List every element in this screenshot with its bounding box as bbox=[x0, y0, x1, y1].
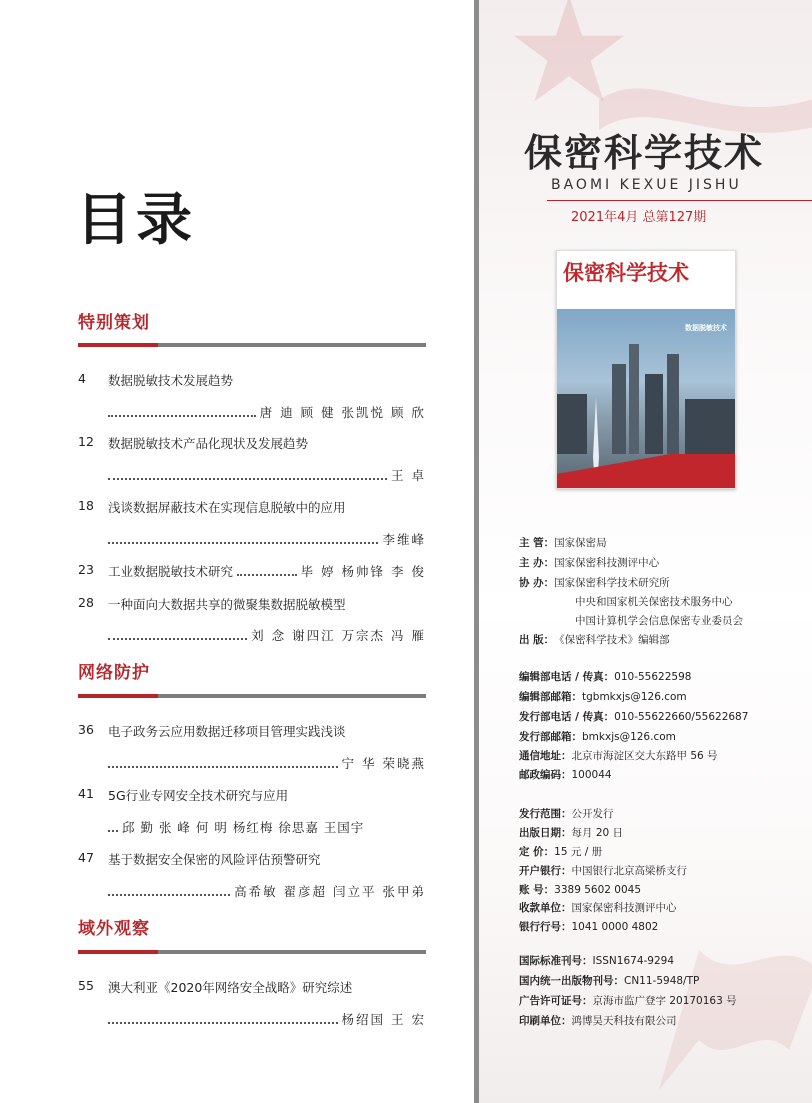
title-underline bbox=[547, 200, 812, 201]
leader-dots bbox=[237, 566, 297, 576]
cover-title: 保密科学技术 bbox=[563, 261, 689, 285]
entry-title: 工业数据脱敏技术研究 bbox=[108, 564, 234, 579]
entry-title: 数据脱敏技术发展趋势 bbox=[108, 373, 234, 388]
section-divider bbox=[78, 694, 426, 698]
info-line: 国际标准刊号：ISSN1674-9294 bbox=[519, 955, 675, 967]
entry-page: 36 bbox=[78, 722, 94, 737]
info-line: 出 版：《保密科学技术》编辑部 bbox=[519, 634, 670, 646]
building-shape bbox=[557, 394, 587, 454]
info-line: 发行范围：公开发行 bbox=[519, 808, 614, 820]
entry-authors: 毕 婷 杨帅锋 李 俊 bbox=[300, 564, 426, 579]
leader-dots bbox=[108, 470, 387, 480]
info-line: 收款单位：国家保密科技测评中心 bbox=[519, 902, 677, 914]
building-shape bbox=[645, 374, 663, 454]
section-divider bbox=[78, 950, 426, 954]
leader-dots bbox=[108, 822, 118, 832]
entry-authors-line bbox=[108, 882, 426, 900]
section-title: 域外观察 bbox=[78, 919, 150, 939]
entry-authors-line bbox=[108, 466, 426, 484]
entry-title: 电子政务云应用数据迁移项目管理实践浅谈 bbox=[108, 724, 346, 739]
info-line: 发行部邮箱：bmkxjs@126.com bbox=[519, 731, 676, 743]
entry-authors-line bbox=[108, 403, 426, 421]
info-line: 定 价：15 元 / 册 bbox=[519, 846, 603, 858]
info-line: 邮政编码：100044 bbox=[519, 769, 612, 781]
entry-page: 28 bbox=[78, 595, 94, 610]
section-title: 网络防护 bbox=[78, 663, 150, 683]
journal-title: 保密科学技术 bbox=[524, 131, 765, 175]
info-line: 中央和国家机关保密技术服务中心 bbox=[575, 596, 733, 608]
leader-dots bbox=[108, 630, 247, 640]
leader-dots bbox=[108, 534, 378, 544]
entry-authors: 刘 念 谢四江 万宗杰 冯 雁 bbox=[251, 628, 426, 643]
journal-pinyin: BAOMI KEXUE JISHU bbox=[551, 177, 742, 193]
entry-authors-line bbox=[108, 818, 426, 836]
info-line: 银行行号：1041 0000 4802 bbox=[519, 921, 659, 933]
entry-authors: 邱 勤 张 峰 何 明 杨红梅 徐思嘉 王国宇 bbox=[122, 820, 365, 835]
entry-page: 12 bbox=[78, 434, 94, 449]
entry-page: 23 bbox=[78, 562, 94, 577]
info-line: 协 办：国家保密科学技术研究所 bbox=[519, 577, 670, 589]
entry-page: 18 bbox=[78, 498, 94, 513]
entry-title: 浅谈数据屏蔽技术在实现信息脱敏中的应用 bbox=[108, 500, 346, 515]
entry-title: 一种面向大数据共享的微聚集数据脱敏模型 bbox=[108, 597, 346, 612]
info-line: 主 办：国家保密科技测评中心 bbox=[519, 557, 660, 569]
entry-authors-line bbox=[108, 626, 426, 644]
info-line: 出版日期：每月 20 日 bbox=[519, 827, 624, 839]
section-title: 特别策划 bbox=[78, 313, 150, 333]
info-line: 国内统一出版物刊号：CN11-5948/TP bbox=[519, 975, 700, 987]
info-line: 编辑部邮箱：tgbmkxjs@126.com bbox=[519, 691, 687, 703]
building-shape bbox=[629, 344, 639, 454]
info-line: 发行部电话 / 传真：010-55622660/55622687 bbox=[519, 711, 749, 723]
cover-caption: 数据脱敏技术 bbox=[685, 324, 727, 332]
journal-panel bbox=[479, 0, 812, 1103]
leader-dots bbox=[108, 1014, 338, 1024]
leader-dots bbox=[108, 886, 230, 896]
section-divider bbox=[78, 343, 426, 347]
entry-authors-line bbox=[108, 754, 426, 772]
info-line: 开户银行：中国银行北京高梁桥支行 bbox=[519, 865, 687, 877]
cover-thumbnail[interactable] bbox=[556, 250, 736, 489]
entry-page: 47 bbox=[78, 850, 94, 865]
entry-title: 澳大利亚《2020年网络安全战略》研究综述 bbox=[108, 980, 353, 995]
entry-page: 4 bbox=[78, 371, 86, 386]
info-line: 中国计算机学会信息保密专业委员会 bbox=[575, 615, 743, 627]
entry-authors: 唐 迪 顾 健 张凯悦 顾 欣 bbox=[259, 405, 426, 420]
info-line: 主 管：国家保密局 bbox=[519, 537, 607, 549]
info-line: 印刷单位：鸿博昊天科技有限公司 bbox=[519, 1015, 677, 1027]
entry-authors: 李维峰 bbox=[382, 532, 426, 547]
entry-page: 55 bbox=[78, 978, 94, 993]
entry-authors: 杨绍国 王 宏 bbox=[341, 1012, 426, 1027]
entry-authors: 高希敏 翟彦超 闫立平 张甲弟 bbox=[234, 884, 426, 899]
entry-inline bbox=[108, 562, 426, 580]
entry-authors: 王 卓 bbox=[391, 468, 426, 483]
building-shape bbox=[612, 364, 626, 454]
entry-authors-line bbox=[108, 1010, 426, 1028]
building-shape bbox=[685, 399, 735, 454]
info-line: 广告许可证号：京海市监广登字 20170163 号 bbox=[519, 995, 737, 1007]
entry-title: 基于数据安全保密的风险评估预警研究 bbox=[108, 852, 321, 867]
entry-authors: 宁 华 荣晓燕 bbox=[341, 756, 426, 771]
entry-authors-line bbox=[108, 530, 426, 548]
info-line: 通信地址：北京市海淀区交大东路甲 56 号 bbox=[519, 750, 718, 762]
building-shape bbox=[667, 354, 679, 454]
cover-red-band bbox=[557, 454, 735, 488]
entry-title: 数据脱敏技术产品化现状及发展趋势 bbox=[108, 436, 309, 451]
leader-dots bbox=[108, 407, 256, 417]
leader-dots bbox=[108, 758, 338, 768]
issue-info: 2021年4月 总第127期 bbox=[571, 210, 707, 225]
info-line: 账 号：3389 5602 0045 bbox=[519, 884, 641, 896]
entry-page: 41 bbox=[78, 786, 94, 801]
entry-title: 5G行业专网安全技术研究与应用 bbox=[108, 788, 289, 803]
info-line: 编辑部电话 / 传真：010-55622598 bbox=[519, 671, 692, 683]
toc-heading: 目录 bbox=[76, 187, 196, 253]
